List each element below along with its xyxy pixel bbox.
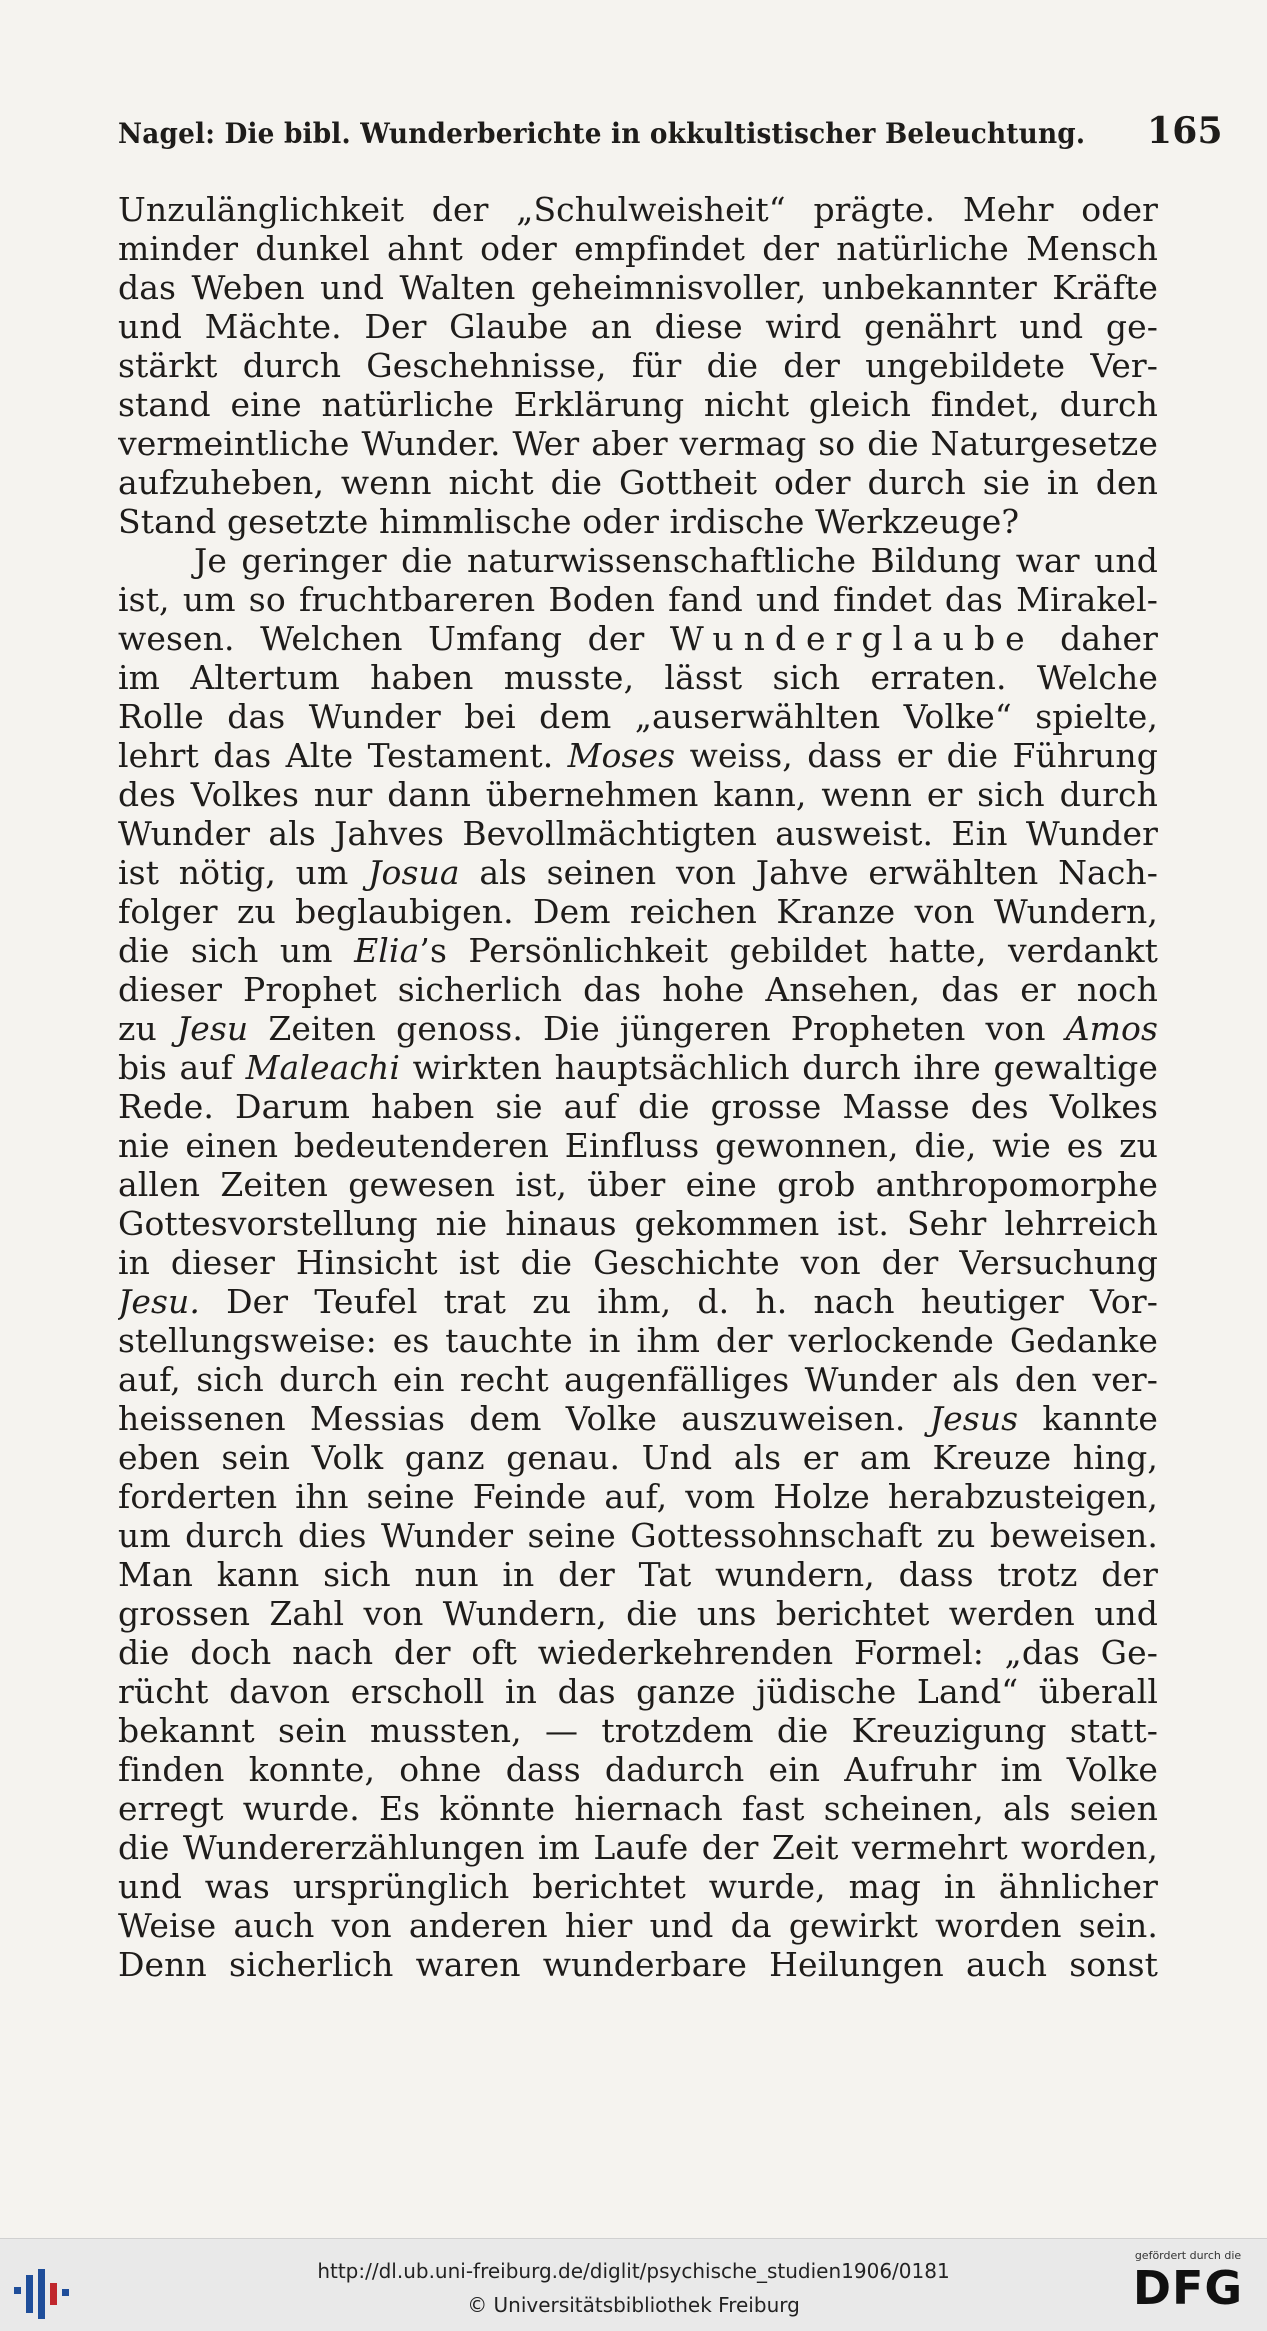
text-line: minder dunkel ahnt oder empfindet der natürliche Mensch	[118, 229, 1158, 268]
text-line: heissenen Messias dem Volke auszuweisen. Jesus kannte	[118, 1399, 1158, 1438]
italic-name: Elia	[354, 931, 420, 970]
text-line: rücht davon erscholl in das ganze jüdische Land“ überall	[118, 1672, 1158, 1711]
text-line: des Volkes nur dann übernehmen kann, wenn er sich durch	[118, 775, 1158, 814]
text-line: zu Jesu Zeiten genoss. Die jüngeren Propheten von Amos	[118, 1009, 1158, 1048]
italic-name: Amos	[1065, 1009, 1158, 1048]
text-line: allen Zeiten gewesen ist, über eine grob anthropomorphe	[118, 1165, 1158, 1204]
italic-name: Jesu.	[118, 1282, 200, 1321]
text-line: und was ursprünglich berichtet wurde, mag in ähnlicher	[118, 1867, 1158, 1906]
text-line: im Altertum haben musste, lässt sich erraten. Welche	[118, 658, 1158, 697]
text-line: stärkt durch Geschehnisse, für die der ungebildete Ver-	[118, 346, 1158, 385]
text-line: stellungsweise: es tauchte in ihm der verlockende Gedanke	[118, 1321, 1158, 1360]
text-line: stand eine natürliche Erklärung nicht gleich findet, durch	[118, 385, 1158, 424]
text-line: aufzuheben, wenn nicht die Gottheit oder durch sie in den	[118, 463, 1158, 502]
text-line: das Weben und Walten geheimnisvoller, unbekannter Kräfte	[118, 268, 1158, 307]
text-line: vermeintliche Wunder. Wer aber vermag so die Naturgesetze	[118, 424, 1158, 463]
text-line: Wunder als Jahves Bevollmächtigten ausweist. Ein Wunder	[118, 814, 1158, 853]
italic-name: Jesus	[929, 1399, 1019, 1438]
copyright-notice: © Universitätsbibliothek Freiburg	[467, 2293, 800, 2317]
text-line: um durch dies Wunder seine Gottessohnschaft zu beweisen.	[118, 1516, 1158, 1555]
text-line: Denn sicherlich waren wunderbare Heilungen auch sonst	[118, 1945, 1158, 1984]
text-line: in dieser Hinsicht ist die Geschichte von der Versuchung	[118, 1243, 1158, 1282]
viewer-footer	[0, 2238, 1267, 2331]
text-line: auf, sich durch ein recht augenfälliges Wunder als den ver-	[118, 1360, 1158, 1399]
text-line: wesen. Welchen Umfang der Wunderglaube daher	[118, 619, 1158, 658]
text-line: die Wundererzählungen im Laufe der Zeit vermehrt worden,	[118, 1828, 1158, 1867]
italic-name: Moses	[567, 736, 676, 775]
text-line: folger zu beglaubigen. Dem reichen Kranze von Wundern,	[118, 892, 1158, 931]
dfg-wordmark: DFG	[1132, 2261, 1244, 2315]
text-line: die doch nach der oft wiederkehrenden Formel: „das Ge-	[118, 1633, 1158, 1672]
text-line: die sich um Elia’s Persönlichkeit gebildet hatte, verdankt	[118, 931, 1158, 970]
text-line: forderten ihn seine Feinde auf, vom Holze herabzusteigen,	[118, 1477, 1158, 1516]
text-line: und Mächte. Der Glaube an diese wird genährt und ge-	[118, 307, 1158, 346]
text-line: Weise auch von anderen hier und da gewirkt worden sein.	[118, 1906, 1158, 1945]
source-url-link[interactable]: http://dl.ub.uni-freiburg.de/diglit/psychische_studien1906/0181	[317, 2259, 950, 2283]
page-number: 165	[1146, 110, 1223, 152]
dfg-caption: gefördert durch die	[1134, 2249, 1242, 2262]
italic-name: Jesu	[176, 1009, 249, 1048]
text-line: nie einen bedeutenderen Einfluss gewonnen, die, wie es zu	[118, 1126, 1158, 1165]
dfg-logo	[1123, 2249, 1253, 2314]
running-title: Nagel: Die bibl. Wunderberichte in okkultistischer Beleuchtung.	[118, 117, 1086, 150]
text-line: Rolle das Wunder bei dem „auserwählten Volke“ spielte,	[118, 697, 1158, 736]
text-line: ist, um so fruchtbareren Boden fand und findet das Mirakel-	[118, 580, 1158, 619]
text-line: Rede. Darum haben sie auf die grosse Masse des Volkes	[118, 1087, 1158, 1126]
italic-name: Maleachi	[245, 1048, 400, 1087]
text-line: erregt wurde. Es könnte hiernach fast scheinen, als seien	[118, 1789, 1158, 1828]
text-line: dieser Prophet sicherlich das hohe Ansehen, das er noch	[118, 970, 1158, 1009]
text-line: Man kann sich nun in der Tat wundern, dass trotz der	[118, 1555, 1158, 1594]
text-line: Jesu. Der Teufel trat zu ihm, d. h. nach heutiger Vor-	[118, 1282, 1158, 1321]
text-line: Gottesvorstellung nie hinaus gekommen ist. Sehr lehrreich	[118, 1204, 1158, 1243]
text-line: grossen Zahl von Wundern, die uns berichtet werden und	[118, 1594, 1158, 1633]
running-head	[118, 110, 1223, 152]
text-line: finden konnte, ohne dass dadurch ein Aufruhr im Volke	[118, 1750, 1158, 1789]
text-line: ist nötig, um Josua als seinen von Jahve erwählten Nach-	[118, 853, 1158, 892]
text-line: eben sein Volk ganz genau. Und als er am Kreuze hing,	[118, 1438, 1158, 1477]
text-line: lehrt das Alte Testament. Moses weiss, dass er die Führung	[118, 736, 1158, 775]
text-line: Stand gesetzte himmlische oder irdische Werkzeuge?	[118, 502, 1020, 541]
text-line: Je geringer die naturwissenschaftliche Bildung war und	[194, 541, 1158, 580]
spaced-term: Wunderglaube	[669, 619, 1035, 658]
body-text	[118, 190, 1158, 1984]
text-line: Unzulänglichkeit der „Schulweisheit“ prägte. Mehr oder	[118, 190, 1158, 229]
text-line: bis auf Maleachi wirkten hauptsächlich durch ihre gewaltige	[118, 1048, 1158, 1087]
text-line: bekannt sein mussten, — trotzdem die Kreuzigung statt-	[118, 1711, 1158, 1750]
italic-name: Josua	[368, 853, 460, 892]
